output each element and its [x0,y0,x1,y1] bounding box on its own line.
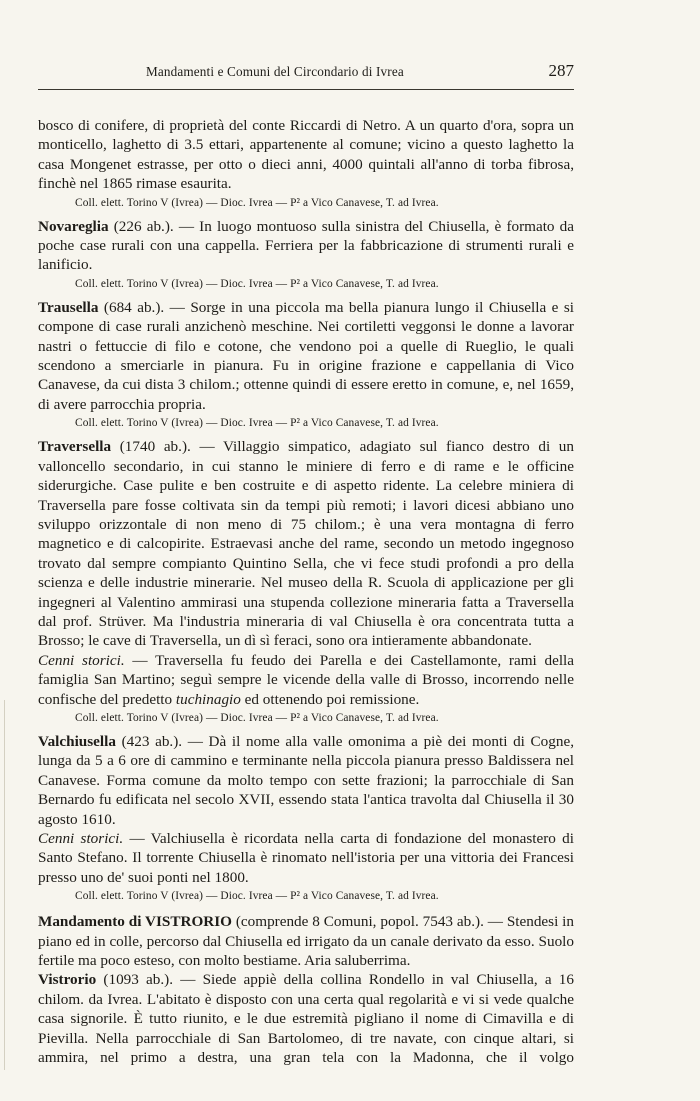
entry-vistrorio [38,970,574,1067]
coll-elett-line: Coll. elett. Torino V (Ivrea) — Dioc. Ivrea — P² a Vico Canavese, T. ad Ivrea. [75,196,439,209]
entry-name: Trausella [38,298,99,316]
paragraph-continuation [38,116,574,194]
binding-edge [4,700,8,1070]
page-number: 287 [548,61,574,80]
cenni-italic-term: tuchinagio [175,690,241,708]
cenni-label: Cenni storici. [38,830,124,847]
cenni-storici-valchiusella [38,829,574,887]
cenni-storici-traversella [38,651,574,709]
mandamento-text: (comprende 8 Comuni, popol. 7543 ab.). — Stendesi in piano ed in colle, percorso dal Chiusella ed irrigato da un canale derivato da esso. Suolo fertile ma poco esteso, con molto bestiame. Aria saluberrima. [38,913,574,970]
header-rule [38,89,574,90]
entry-name: Valchiusella [38,732,116,750]
entry-text: (226 ab.). — In luogo montuoso sulla sinistra del Chiusella, è formato da poche case rurali con una cappella. Ferriera per la fabbricazione di strumenti rurali e lanificio. [38,217,574,274]
cenni-text: — Valchiusella è ricordata nella carta di fondazione del monastero di Santo Stefano. Il torrente Chiusella è rinomato nell'istoria per una vittoria dei Francesi presso uno de' suoi ponti nel 1800. [38,830,574,886]
entry-name: Novareglia [38,217,109,235]
entry-novareglia [38,217,574,275]
entry-valchiusella [38,732,574,829]
mandamento-vistrorio [38,912,574,970]
mandamento-name: Mandamento di VISTRORIO [38,913,232,931]
cenni-label: Cenni storici. [38,651,125,669]
cenni-text-end: ed ottenendo poi remissione. [240,690,420,708]
cenni-text: — Traversella fu feudo dei Parella e dei Castellamonte, rami della famiglia San Martino; seguì sempre le vicende della valle di Brosso, incorrendo nelle confische del predetto [38,651,575,708]
coll-elett-line: Coll. elett. Torino V (Ivrea) — Dioc. Ivrea — P² a Vico Canavese, T. ad Ivrea. [75,417,439,430]
running-header [38,62,574,82]
paragraph-text: bosco di conifere, di proprietà del conte Riccardi di Netro. A un quarto d'ora, sopra un monticello, laghetto di 3.5 ettari, appartenente al comune; vicino a questo laghetto la casa Mongenet estrasse, per otto o dieci anni, 4000 quintali all'anno di torba fibrosa, finchè nel 1865 rimase esaurita. [38,117,574,193]
entry-text: (1740 ab.). — Villaggio simpatico, adagiato sul fianco destro di un valloncello secondario, in cui stanno le miniere di ferro e di rame e le officine siderurgiche. Case pulite e ben costruite e di aspetto ridente. La celebre miniera di Traversella pare fosse coltivata sin da tempi più remoti; i lavori dicesi abbiano uno sviluppo orizzontale di non meno di 75 chilom.; è una vera montagna di ferro magnetico e di calcopirite. Estraevasi anche del rame, secondo un metodo ingegnoso trovato dal sempre compianto Quintino Sella, che vi fece studi profondi a pro della scienza e delle industrie minerarie. Nel museo della R. Scuola di applicazione per gli ingegneri al Valentino ammirasi una stupenda collezione mineraria fatta a Traversella dal prof. Strüver. Ma l'industria mineraria di val Chiusella è ora concentrata tutta a Brosso; le cave di Traversella, un dì sì feraci, sono ora intieramente abbandonate. [38,438,574,650]
entry-text: (1093 ab.). — Siede appiè della collina Rondello in val Chiusella, a 16 chilom. da Ivrea. L'abitato è disposto con una certa qual regolarità e vi si vede qualche casa signorile. È tutto riunito, e le due estremità pigliano il nome di Cimavilla e di Pievilla. Nella parrocchiale di San Bartolomeo, di tre navate, con cinque altari, si ammira, nel primo a destra, una gran tela con la Madonna, che il volgo [38,971,574,1067]
entry-trausella [38,298,574,414]
entry-text: (684 ab.). — Sorge in una piccola ma bella pianura lungo il Chiusella e si compone di case rurali anzichenò meschine. Nei cortiletti veggonsi le donne a lavorar nastri o fettuccie di filo e cotone, che vendono poi a quelle di Rueglio, le quali scendono a smerciarle in pianura. Fu in origine frazione e cappellania di Vico Canavese, da cui dista 3 chilom.; ottenne quindi di essere eretto in comune, e, nel 1659, di avere parrocchia propria. [38,298,574,413]
entry-text: (423 ab.). — Dà il nome alla valle omonima a piè dei monti di Cogne, lunga da 5 a 6 ore di cammino e terminante nella piccola pianura presso Baldissera nel Canavese. Forma comune da molto tempo con sette frazioni; la parrocchiale di San Bernardo fu edificata nel secolo XVII, essendo stata l'antica travolta dal Chiusella il 30 agosto 1610. [38,732,574,828]
entry-name: Traversella [38,438,112,456]
header-title: Mandamenti e Comuni del Circondario di Ivrea [146,64,404,79]
body-text [38,116,574,1067]
coll-elett-line: Coll. elett. Torino V (Ivrea) — Dioc. Ivrea — P² a Vico Canavese, T. ad Ivrea. [75,890,439,903]
entry-name: Vistrorio [38,971,97,989]
coll-elett-line: Coll. elett. Torino V (Ivrea) — Dioc. Ivrea — P² a Vico Canavese, T. ad Ivrea. [75,277,439,290]
entry-traversella [38,437,574,650]
coll-elett-line: Coll. elett. Torino V (Ivrea) — Dioc. Ivrea — P² a Vico Canavese, T. ad Ivrea. [75,711,439,724]
